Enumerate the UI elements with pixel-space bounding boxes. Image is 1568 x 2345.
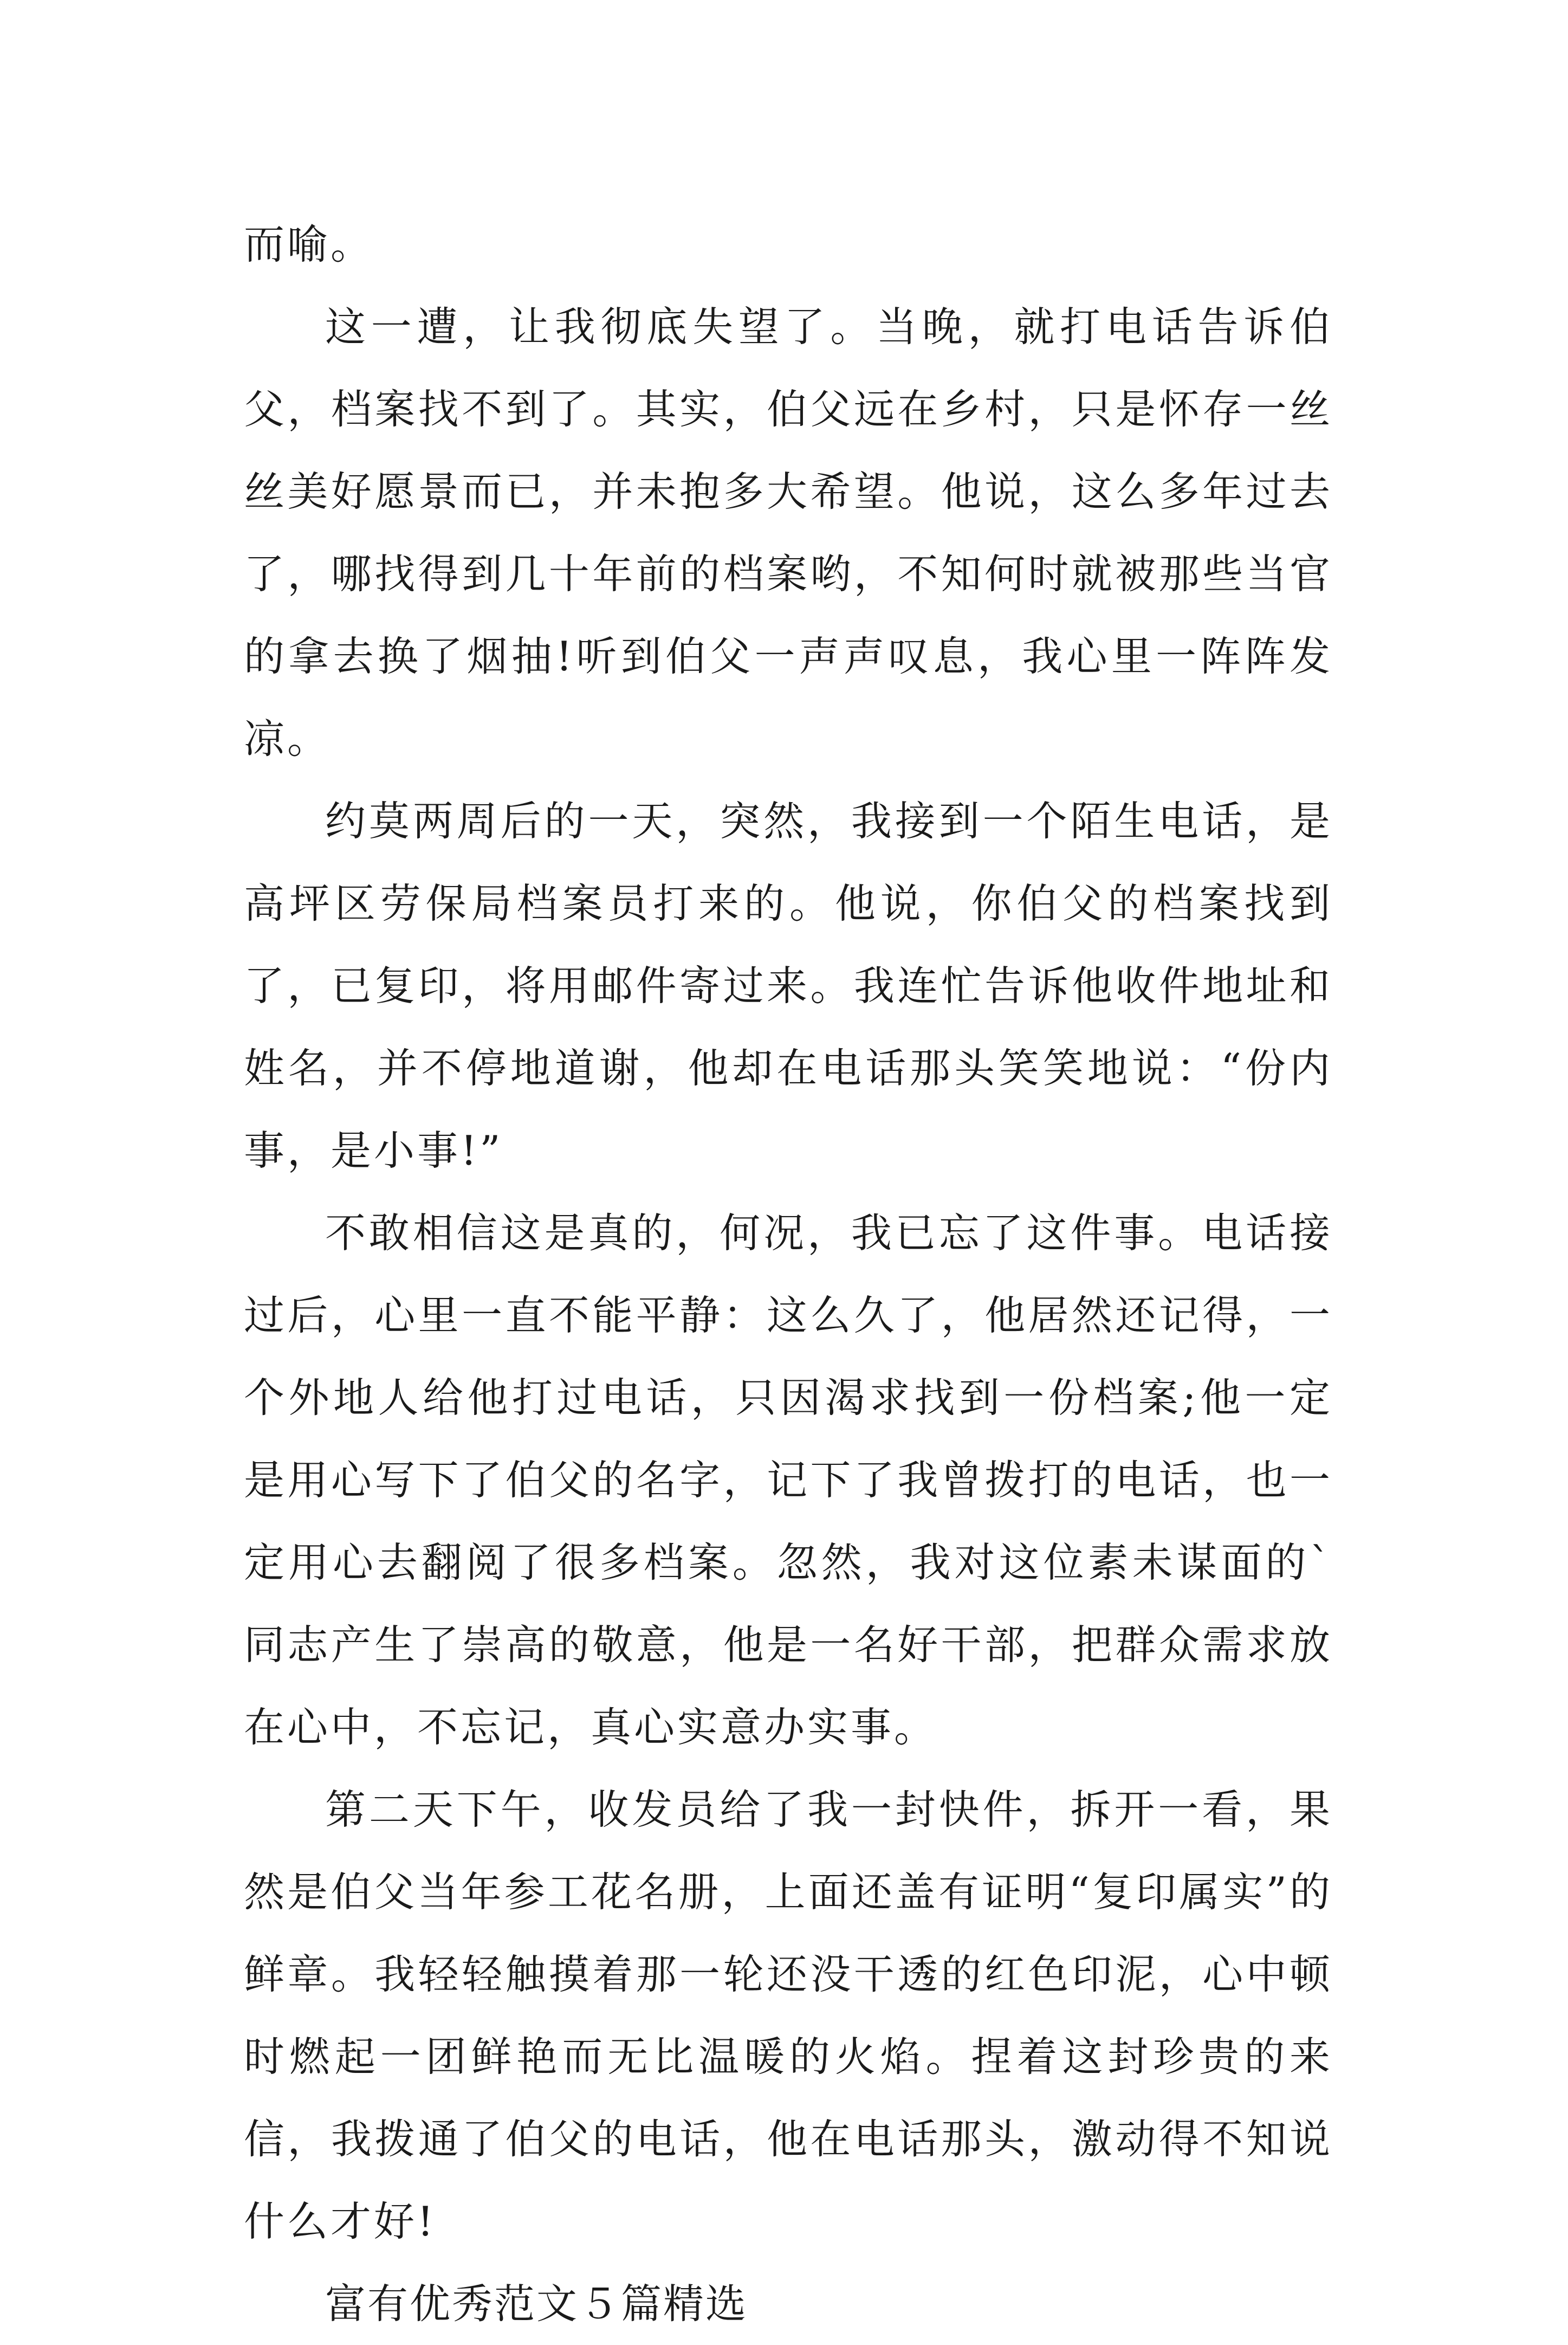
- section-heading: 富有优秀范文５篇精选: [325, 2280, 748, 2328]
- paragraph-disappointment: 这一遭，让我彻底失望了。当晚，就打电话告诉伯父，档案找不到了。其实，伯父远在乡村，只是怀存一丝丝美好愿景而已，并未抱多大希望。他说，这么多年过去了，哪找得到几十年前的档案哟，不知何时就被那些当官的拿去换了烟抽!听到伯父一声声叹息，我心里一阵阵发凉。: [244, 303, 1333, 763]
- paragraph-letter-arrival: 第二天下午，收发员给了我一封快件，拆开一看，果然是伯父当年参工花名册，上面还盖有证明“复印属实”的鲜章。我轻轻触摸着那一轮还没干透的红色印泥，心中顿时燃起一团鲜艳而无比温暖的火焰。捏着这封珍贵的来信，我拨通了伯父的电话，他在电话那头，激动得不知说什么才好!: [244, 1786, 1333, 2245]
- paragraph-reflection: 不敢相信这是真的，何况，我已忘了这件事。电话接过后，心里一直不能平静：这么久了，他居然还记得，一个外地人给他打过电话，只因渴求找到一份档案;他一定是用心写下了伯父的名字，记下了我曾拨打的电话，也一定用心去翻阅了很多档案。忽然，我对这位素未谋面的`同志产生了崇高的敬意，他是一名好干部，把群众需求放在心中，不忘记，真心实意办实事。: [244, 1209, 1333, 1751]
- document-body: [244, 203, 1333, 2345]
- paragraph-phone-call: 约莫两周后的一天，突然，我接到一个陌生电话，是高坪区劳保局档案员打来的。他说，你伯父的档案找到了，已复印，将用邮件寄过来。我连忙告诉他收件地址和姓名，并不停地道谢，他却在电话那头笑笑地说：“份内事，是小事!”: [244, 797, 1333, 1174]
- paragraph-continuation: 而喻。: [244, 221, 374, 268]
